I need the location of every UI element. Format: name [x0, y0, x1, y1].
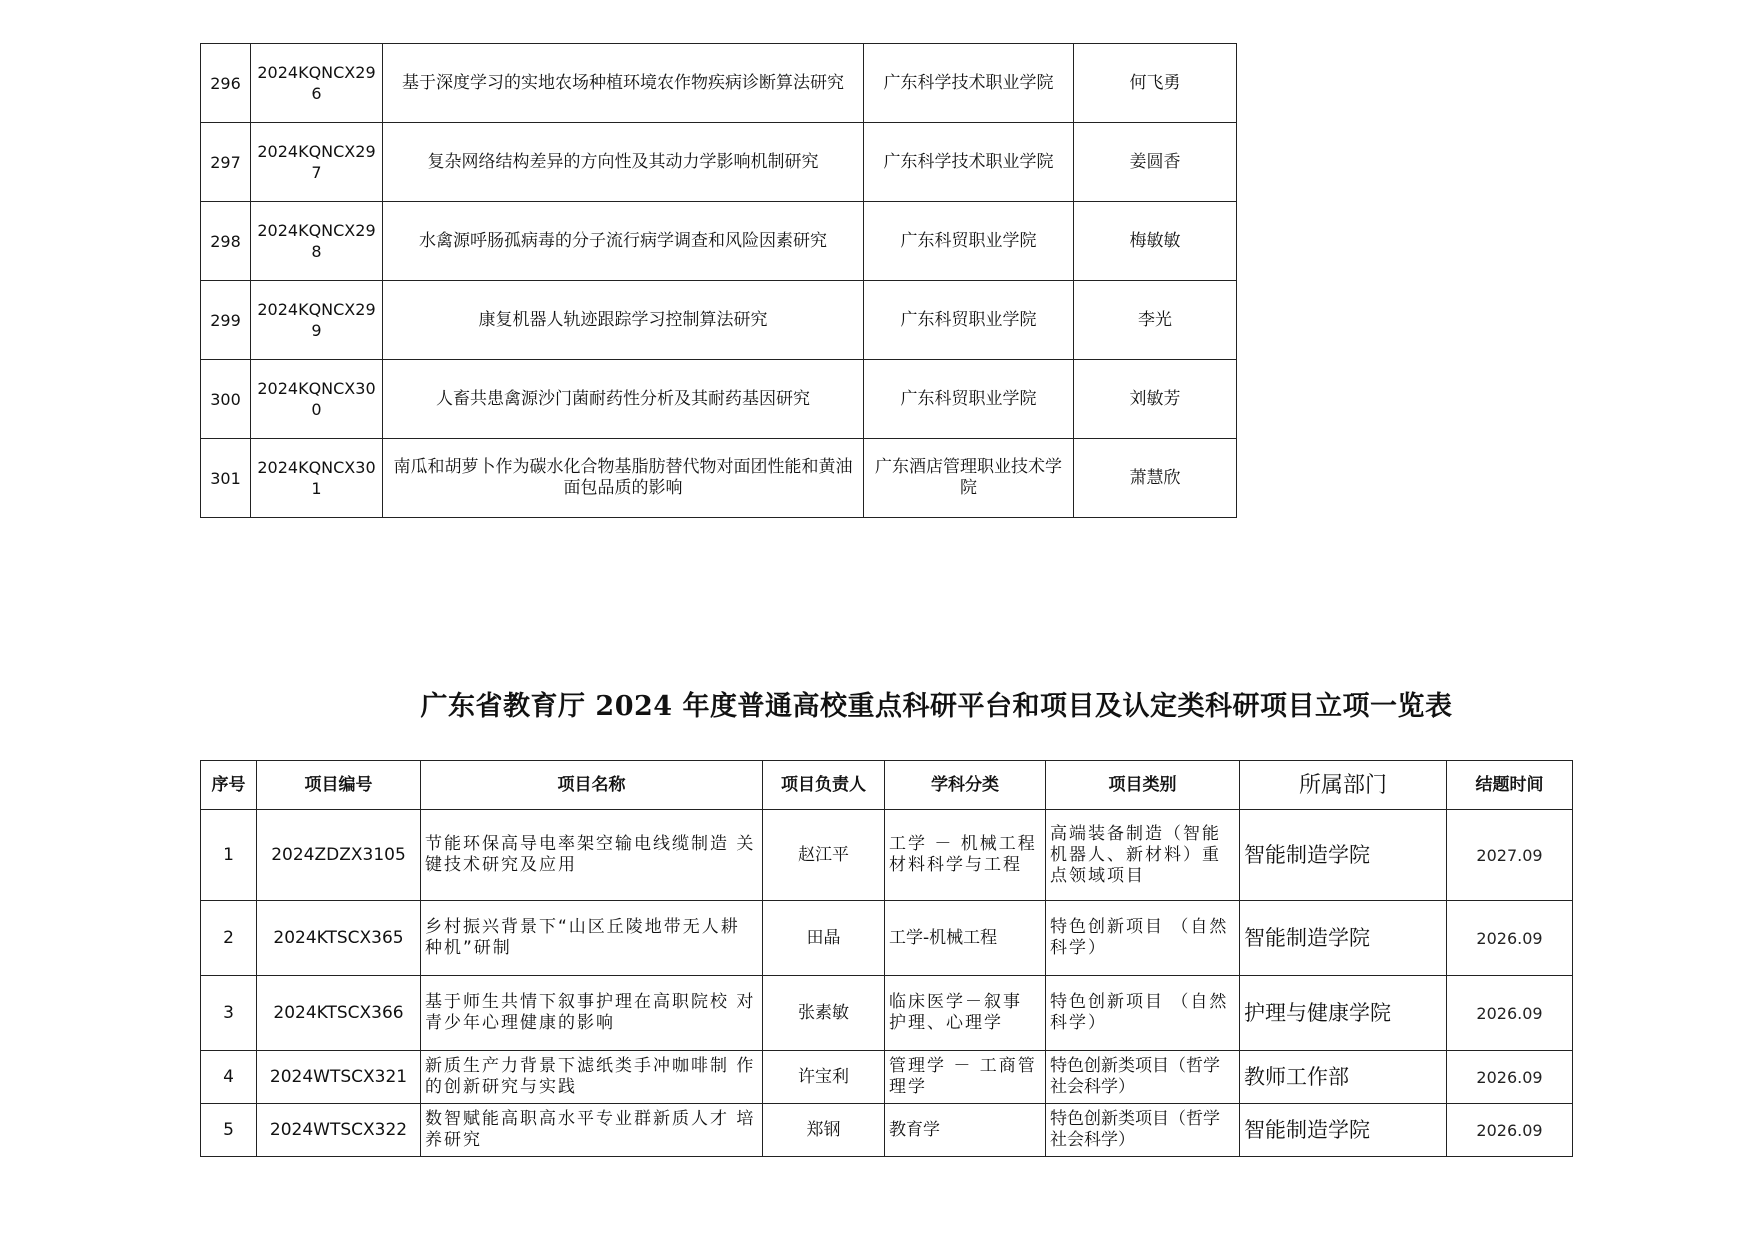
end-date: 2027.09 [1447, 810, 1573, 901]
project-code: 2024WTSCX322 [257, 1104, 421, 1157]
row-number: 298 [201, 202, 251, 281]
project-name: 水禽源呼肠孤病毒的分子流行病学调查和风险因素研究 [383, 202, 864, 281]
project-name: 节能环保高导电率架空输电线缆制造 关键技术研究及应用 [421, 810, 763, 901]
row-number: 1 [201, 810, 257, 901]
discipline: 工学-机械工程 [885, 901, 1046, 976]
project-category: 特色创新项目 （自然科学） [1046, 976, 1240, 1051]
end-date: 2026.09 [1447, 1104, 1573, 1157]
row-number: 4 [201, 1051, 257, 1104]
project-name: 数智赋能高职高水平专业群新质人才 培养研究 [421, 1104, 763, 1157]
project-category: 特色创新类项目（哲学社会科学） [1046, 1051, 1240, 1104]
person-name: 姜圆香 [1074, 123, 1237, 202]
department: 智能制造学院 [1240, 901, 1447, 976]
end-date: 2026.09 [1447, 1051, 1573, 1104]
project-name: 复杂网络结构差异的方向性及其动力学影响机制研究 [383, 123, 864, 202]
discipline: 工学 － 机械工程 材料科学与工程 [885, 810, 1046, 901]
person-name: 何飞勇 [1074, 44, 1237, 123]
table-row [201, 901, 1573, 976]
project-code: 2024WTSCX321 [257, 1051, 421, 1104]
header-discipline: 学科分类 [885, 761, 1046, 810]
person-name: 萧慧欣 [1074, 439, 1237, 518]
project-name: 人畜共患禽源沙门菌耐药性分析及其耐药基因研究 [383, 360, 864, 439]
project-name: 基于深度学习的实地农场种植环境农作物疾病诊断算法研究 [383, 44, 864, 123]
table-row [201, 810, 1573, 901]
header-department: 所属部门 [1240, 761, 1447, 810]
project-code: 2024KQNCX296 [251, 44, 383, 123]
table-row [201, 123, 1237, 202]
school-name: 广东科贸职业学院 [864, 202, 1074, 281]
header-end-date: 结题时间 [1447, 761, 1573, 810]
project-category: 特色创新类项目（哲学社会科学） [1046, 1104, 1240, 1157]
table-row [201, 360, 1237, 439]
end-date: 2026.09 [1447, 901, 1573, 976]
school-name: 广东科学技术职业学院 [864, 44, 1074, 123]
project-code: 2024KQNCX301 [251, 439, 383, 518]
person-name: 李光 [1074, 281, 1237, 360]
table-row [201, 281, 1237, 360]
project-leader: 许宝利 [763, 1051, 885, 1104]
department: 智能制造学院 [1240, 810, 1447, 901]
project-category: 高端装备制造（智能机器人、新材料）重点领域项目 [1046, 810, 1240, 901]
school-name: 广东科贸职业学院 [864, 281, 1074, 360]
document-title: 广东省教育厅 2024 年度普通高校重点科研平台和项目及认定类科研项目立项一览表 [420, 691, 1453, 722]
person-name: 梅敏敏 [1074, 202, 1237, 281]
school-name: 广东科学技术职业学院 [864, 123, 1074, 202]
table-row [201, 202, 1237, 281]
project-code: 2024KQNCX300 [251, 360, 383, 439]
person-name: 刘敏芳 [1074, 360, 1237, 439]
table-row [201, 976, 1573, 1051]
row-number: 297 [201, 123, 251, 202]
department: 教师工作部 [1240, 1051, 1447, 1104]
project-name: 康复机器人轨迹跟踪学习控制算法研究 [383, 281, 864, 360]
row-number: 3 [201, 976, 257, 1051]
row-number: 301 [201, 439, 251, 518]
project-leader: 赵江平 [763, 810, 885, 901]
project-name: 乡村振兴背景下“山区丘陵地带无人耕种机”研制 [421, 901, 763, 976]
project-code: 2024ZDZX3105 [257, 810, 421, 901]
department: 护理与健康学院 [1240, 976, 1447, 1051]
table-row [201, 439, 1237, 518]
table-header-row [201, 761, 1573, 810]
project-leader: 田晶 [763, 901, 885, 976]
table-row [201, 44, 1237, 123]
row-number: 299 [201, 281, 251, 360]
header-project-name: 项目名称 [421, 761, 763, 810]
row-number: 296 [201, 44, 251, 123]
school-name: 广东科贸职业学院 [864, 360, 1074, 439]
project-code: 2024KQNCX297 [251, 123, 383, 202]
school-name: 广东酒店管理职业技术学院 [864, 439, 1074, 518]
row-number: 5 [201, 1104, 257, 1157]
table-row [201, 1104, 1573, 1157]
discipline: 教育学 [885, 1104, 1046, 1157]
project-category: 特色创新项目 （自然科学） [1046, 901, 1240, 976]
project-leader: 张素敏 [763, 976, 885, 1051]
header-project-leader: 项目负责人 [763, 761, 885, 810]
row-number: 300 [201, 360, 251, 439]
project-code: 2024KTSCX365 [257, 901, 421, 976]
discipline: 临床医学－叙事 护理、心理学 [885, 976, 1046, 1051]
department: 智能制造学院 [1240, 1104, 1447, 1157]
upper-project-table [200, 43, 1237, 518]
project-code: 2024KQNCX298 [251, 202, 383, 281]
approved-project-table [200, 760, 1573, 1157]
project-leader: 郑钢 [763, 1104, 885, 1157]
project-code: 2024KQNCX299 [251, 281, 383, 360]
project-name: 新质生产力背景下滤纸类手冲咖啡制 作的创新研究与实践 [421, 1051, 763, 1104]
project-name: 南瓜和胡萝卜作为碳水化合物基脂肪替代物对面团性能和黄油面包品质的影响 [383, 439, 864, 518]
project-code: 2024KTSCX366 [257, 976, 421, 1051]
table-row [201, 1051, 1573, 1104]
row-number: 2 [201, 901, 257, 976]
project-name: 基于师生共情下叙事护理在高职院校 对青少年心理健康的影响 [421, 976, 763, 1051]
header-number: 序号 [201, 761, 257, 810]
end-date: 2026.09 [1447, 976, 1573, 1051]
discipline: 管理学 － 工商管 理学 [885, 1051, 1046, 1104]
header-project-category: 项目类别 [1046, 761, 1240, 810]
header-project-code: 项目编号 [257, 761, 421, 810]
